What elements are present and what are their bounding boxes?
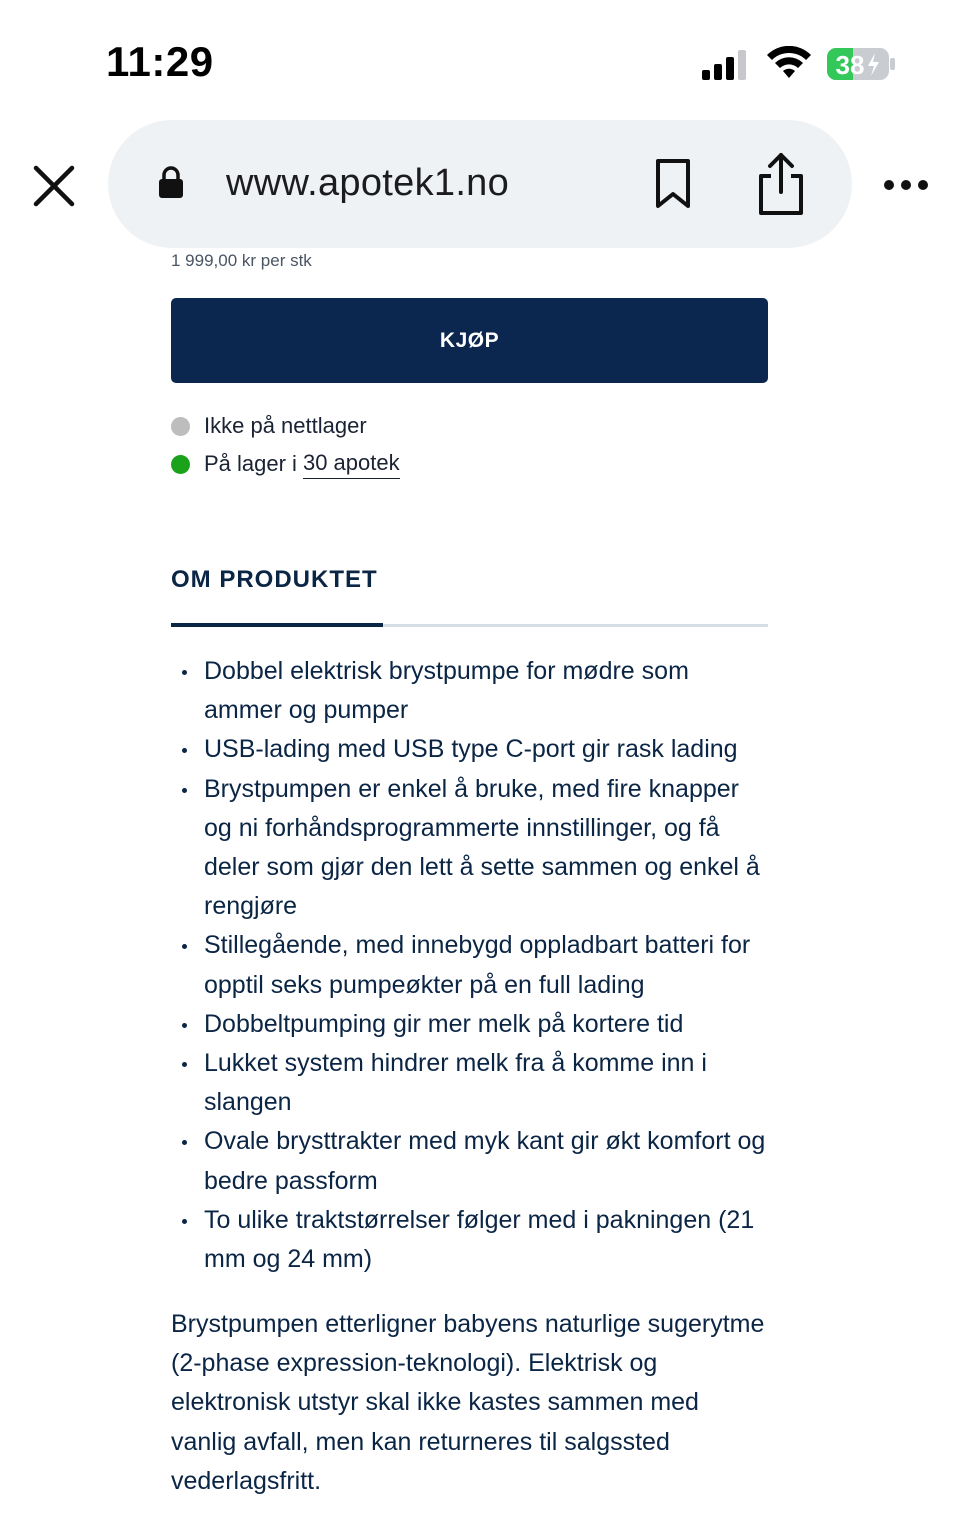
store-stock-status — [171, 449, 400, 479]
feature-list — [171, 652, 771, 1279]
online-stock-status — [171, 411, 367, 441]
list-item: Ovale brysttrakter med myk kant gir økt komfort og bedre passform — [171, 1122, 771, 1200]
active-tab-indicator — [171, 623, 383, 627]
tab-about-product[interactable]: OM PRODUKTET — [171, 566, 378, 593]
battery-icon — [826, 46, 896, 82]
cellular-signal-icon — [702, 50, 750, 80]
bookmark-icon[interactable] — [654, 158, 692, 210]
status-dot-unavailable — [171, 417, 190, 436]
store-stock-label: På lager i — [204, 451, 297, 476]
status-time: 11:29 — [106, 38, 214, 85]
close-icon[interactable] — [32, 164, 76, 208]
list-item: To ulike traktstørrelser følger med i pakningen (21 mm og 24 mm) — [171, 1201, 771, 1279]
list-item: Dobbeltpumping gir mer melk på kortere tid — [171, 1005, 771, 1044]
wifi-icon — [766, 46, 812, 80]
share-icon[interactable] — [756, 152, 806, 216]
product-description: Brystpumpen etterligner babyens naturlige sugerytme (2-phase expression-teknologi). Elektrisk og elektronisk utstyr skal ikke kastes sammen med vanlig avfall, men kan returneres til salgssted vederlagsfritt. — [171, 1310, 765, 1495]
list-item: Dobbel elektrisk brystpumpe for mødre som ammer og pumper — [171, 652, 771, 730]
list-item: USB-lading med USB type C-port gir rask lading — [171, 730, 771, 769]
list-item: Stillegående, med innebygd oppladbart batteri for opptil seks pumpeøkter på en full lading — [171, 926, 771, 1004]
online-stock-label: Ikke på nettlager — [204, 413, 367, 438]
address-bar[interactable] — [108, 120, 852, 248]
unit-price: 1 999,00 kr per stk — [171, 251, 312, 270]
status-bar — [0, 0, 960, 120]
buy-button[interactable]: KJØP — [171, 298, 768, 383]
url-text: www.apotek1.no — [226, 162, 510, 204]
battery-level: 38 — [835, 50, 865, 80]
status-dot-available — [171, 455, 190, 474]
lock-icon — [158, 166, 184, 198]
store-count-link[interactable]: 30 apotek — [303, 450, 400, 479]
list-item: Brystpumpen er enkel å bruke, med fire knapper og ni forhåndsprogrammerte innstillinger, og få deler som gjør den lett å sette sammen og enkel å rengjøre — [171, 770, 771, 927]
more-options-icon[interactable] — [882, 176, 930, 194]
list-item: Lukket system hindrer melk fra å komme inn i slangen — [171, 1044, 771, 1122]
